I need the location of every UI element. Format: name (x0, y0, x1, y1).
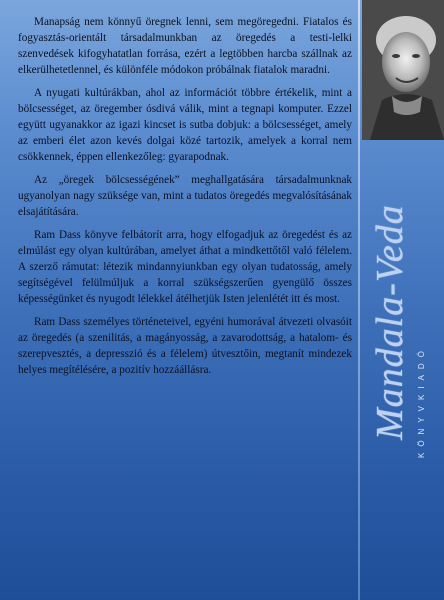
blurb-paragraph-5: Ram Dass személyes történeteivel, egyéni humorával átvezeti olvasóit az öregedés (a szenilitás, a magányosság, a zavarodottság, a hatalom- és szerepvesztés, a depresszió és a félelem) útvesztőin, megtanít mindezek helyes megítélésére, a pozitív hozzáállásra. (18, 316, 352, 376)
blurb-paragraph-4: Ram Dass könyve felbátorít arra, hogy elfogadjuk az öregedést és az elmúlást egy olyan kultúrában, amelyet áthat a mindkettőtől való félelem. A szerző rámutat: létezik mindannyiunkban egy olyan tudatosság, amely segítségével felülmúljuk a korral szükségszerűen gyengülő összes képességünket és nyugodt lélekkel átélhetjük Isten jelenlétét itt és most. (18, 229, 352, 305)
blurb-paragraph-1: Manapság nem könnyű öregnek lenni, sem megöregedni. Fiatalos és fogyasztás-orientált társadalmunkban az öregedés a testi-lelki szenvedések kifogyhatatlan forrása, ezért a legtöbben harcba szállnak az elkerülhetetlennel, és különféle módokon próbálnak fiatalok maradni. (18, 16, 352, 76)
blurb-text (18, 14, 352, 385)
vertical-divider (358, 0, 360, 600)
blurb-paragraph-2: A nyugati kultúrákban, ahol az információt többre értékelik, mint a bölcsességet, az öregember ósdivá válik, mint a tegnapi komputer. Ezzel együtt ugyanakkor az igazi kincset is sutba dobjuk: a bölcsességet, amely az emberi élet azon kevés dolgai közé tartozik, amelyek a korral nem csökkennek, éppen ellenkezőleg: gyarapodnak. (18, 87, 352, 163)
brand-sidebar (362, 140, 444, 600)
publisher-label: KÖNYVKIADÓ (417, 345, 426, 458)
blurb-paragraph-3: Az „öregek bölcsességének” meghallgatására társadalmunknak ugyanolyan nagy szüksége van, mint a tudatos öregedés megvalósításának elsajátítására. (18, 174, 352, 218)
publisher-brand: Mandala-Veda (369, 204, 411, 440)
